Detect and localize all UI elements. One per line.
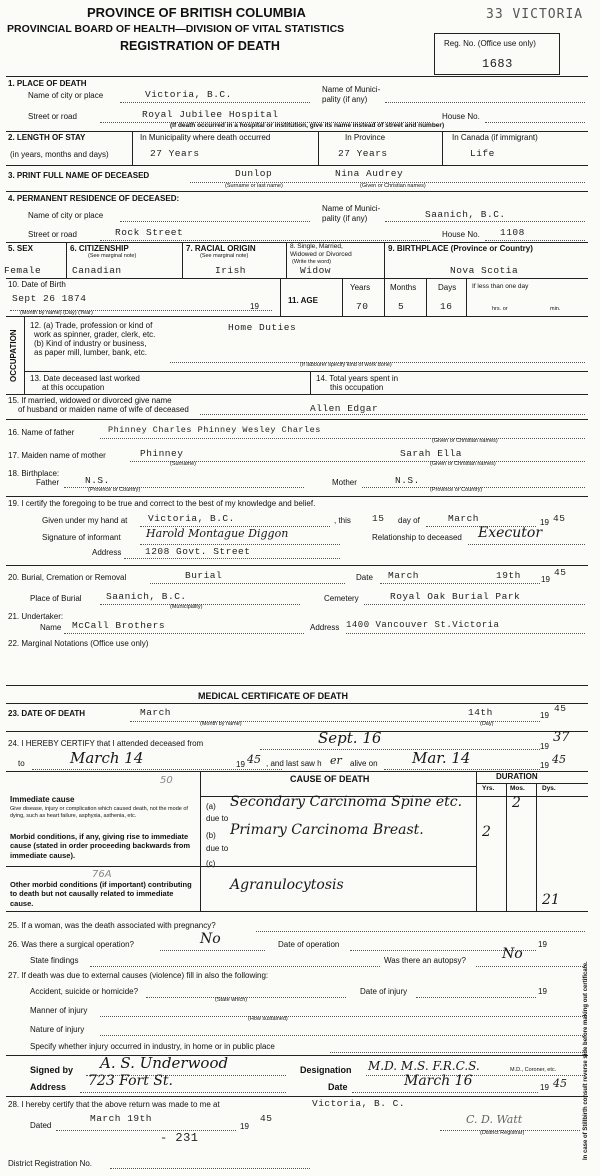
- form-title-board: PROVINCIAL BOARD OF HEALTH—DIVISION OF VITAL STATISTICS: [7, 23, 345, 35]
- mother-birthplace: N.S.: [395, 475, 420, 486]
- marital-status-value: Widow: [300, 265, 332, 276]
- stillbirth-side-note: In case of Stillbirth consult reverse side before making out certificate.: [583, 961, 589, 1160]
- autopsy-answer: No: [502, 946, 523, 962]
- cause-a-months: 2: [512, 795, 521, 811]
- surgical-operation: No: [200, 931, 221, 947]
- stay-canada: Life: [470, 148, 495, 159]
- mother-surname: Phinney: [140, 448, 184, 459]
- burial-year: 45: [554, 567, 567, 578]
- occupation-value: Home Duties: [228, 322, 297, 333]
- cause-of-death-heading: CAUSE OF DEATH: [290, 774, 370, 784]
- attended-from-year: 37: [553, 730, 570, 745]
- death-street-value: Royal Jubilee Hospital: [142, 109, 279, 120]
- corner-stamp: 33 VICTORIA: [486, 7, 584, 22]
- medical-certificate-title: MEDICAL CERTIFICATE OF DEATH: [198, 691, 348, 701]
- cause-b: Primary Carcinoma Breast.: [230, 822, 424, 838]
- death-year: 45: [554, 703, 567, 714]
- informant-signature: Harold Montague Diggon: [146, 527, 289, 540]
- deceased-given-names: Nina Audrey: [335, 168, 404, 179]
- registrar-dated: March 19th: [90, 1113, 153, 1124]
- racial-origin-value: Irish: [215, 265, 247, 276]
- attended-from: Sept. 16: [318, 729, 382, 747]
- age-years: 70: [356, 301, 369, 312]
- undertaker-name: McCall Brothers: [72, 620, 166, 631]
- informant-address: 1208 Govt. Street: [145, 546, 251, 557]
- section-residence: 4. PERMANENT RESIDENCE OF DECEASED:: [8, 194, 180, 203]
- registrar-year: 45: [260, 1113, 273, 1124]
- other-morbid-condition: Agranulocytosis: [230, 877, 344, 893]
- cause-a: Secondary Carcinoma Spine etc.: [230, 794, 463, 810]
- residence-street: Rock Street: [115, 227, 184, 238]
- deceased-surname: Dunlop: [235, 168, 273, 179]
- physician-designation: M.D. M.S. F.R.C.S.: [368, 1059, 480, 1073]
- informant-day: 15: [372, 513, 385, 524]
- section-length-of-stay: 2. LENGTH OF STAY: [8, 133, 86, 142]
- attended-to: March 14: [70, 749, 144, 767]
- pencil-note-50: 50: [160, 775, 173, 786]
- burial-place: Saanich, B.C.: [106, 591, 187, 602]
- informant-year: 45: [553, 513, 566, 524]
- burial-month: March: [388, 570, 420, 581]
- death-city-value: Victoria, B.C.: [145, 89, 232, 100]
- physician-signature: A. S. Underwood: [100, 1054, 229, 1072]
- other-duration-days: 21: [542, 892, 560, 908]
- death-house-label: House No.: [442, 112, 480, 121]
- alive-on-year: 45: [552, 753, 566, 766]
- mother-given: Sarah Ella: [400, 448, 463, 459]
- stay-province: 27 Years: [338, 148, 388, 159]
- attended-to-year: 45: [247, 753, 261, 766]
- informant-month: March: [448, 513, 480, 524]
- registrar-place: Victoria, B. C.: [312, 1098, 406, 1109]
- registrar-signature: C. D. Watt: [466, 1113, 523, 1126]
- dob-value: Sept 26 1874: [12, 293, 87, 304]
- form-title-registration: REGISTRATION OF DEATH: [120, 39, 280, 53]
- section-place-of-death: 1. PLACE OF DEATH: [8, 79, 87, 88]
- informant-relationship: Executor: [478, 525, 543, 541]
- section-deceased-name: 3. PRINT FULL NAME OF DECEASED: [8, 171, 150, 180]
- age-months: 5: [398, 301, 405, 312]
- reg-no-label: Reg. No. (Office use only): [444, 39, 536, 48]
- spouse-name: Allen Edgar: [310, 403, 379, 414]
- district-reg-no: - 231: [160, 1131, 199, 1145]
- citizenship-value: Canadian: [72, 265, 122, 276]
- occupation-side-label: OCCUPATION: [9, 329, 18, 382]
- physician-date-year: 45: [553, 1077, 567, 1090]
- physician-address: 723 Fort St.: [88, 1073, 173, 1089]
- death-month: March: [140, 707, 172, 718]
- form-title-province: PROVINCE OF BRITISH COLUMBIA: [87, 5, 306, 20]
- birthplace-value: Nova Scotia: [450, 265, 519, 276]
- death-city-label: Name of city or place: [28, 91, 104, 100]
- burial-type: Burial: [185, 570, 223, 581]
- residence-house-no: 1108: [500, 227, 525, 238]
- cause-b-years: 2: [482, 824, 491, 840]
- father-birthplace: N.S.: [85, 475, 110, 486]
- burial-day: 19th: [496, 570, 521, 581]
- stay-municipality: 27 Years: [150, 148, 200, 159]
- residence-municipality: Saanich, B.C.: [425, 209, 506, 220]
- father-name: Phinney Charles Phinney Wesley Charles: [108, 425, 321, 435]
- pencil-note-76a: 76A: [92, 869, 112, 880]
- sex-value: Female: [4, 265, 42, 276]
- undertaker-address: 1400 Vancouver St.Victoria: [346, 620, 500, 630]
- age-days: 16: [440, 301, 453, 312]
- informant-place: Victoria, B.C.: [148, 513, 235, 524]
- death-street-label: Street or road: [28, 112, 77, 121]
- cemetery-name: Royal Oak Burial Park: [390, 591, 521, 602]
- physician-date: March 16: [404, 1073, 473, 1089]
- institution-note: (If death occurred in a hospital or institution, give its name instead of street and number): [170, 122, 445, 129]
- death-registration-form: 33 VICTORIA PROVINCE OF BRITISH COLUMBIA PROVINCIAL BOARD OF HEALTH—DIVISION OF VITAL STATISTICS REGISTRATION OF DEATH Reg. No. (Office use only) 1683 1. PLACE OF DEATH Name of city or place Victoria, B.C. Name of Munici- pality (if any) Street or road Royal Jubilee Hospital House No. (If death occurred in a hospital or institution, give its name instead of street and number) 2. LENGTH OF STAY In Municipality where death occurred In Province In Canada (if immigrant) (in years, months and days) 27 Years 27 Years Life 3. PRINT FULL NAME OF DECEASED Dunlop Nina Audrey (Surname or last name) (Given or Christian names) 4. PERMANENT RESIDENCE OF DECEASED: Name of city or place Name of Munici- pality (if any) Saanich, B.C. Street or road Rock Street House No. 1108 5. SEX 6. CITIZENSHIP (See marginal note) 7. RACIAL ORIGIN (See marginal note) 8. Single, Married, Widowed or Divorced (Write the word) 9. BIRTHPLACE (Province or Country) Female Canadian Irish Widow Nova Scotia 10. Date of Birth Sept 26 1874 19 (Month by name) (Day) (Year) 11. AGE Years Months Days If less than one day 70 5 16 hrs. or min. OCCUPATION 12. (a) Trade, profession or kind of work as spinner, grader, clerk, etc. (b) Kind of industry or business, as paper mill, lumber, bank, etc. Home Duties (If labourer specify kind of work done) 13. Date deceased last worked at this occupation 14. Total years spent in this occupation 15. If married, widowed or divorced give name of husband or maiden name of wife of deceased Allen Edgar 16. Name of father Phinney Charles Phinney Wesley Charles (Given or Christian names) 17. Maiden name of mother Phinney Sarah Ella (Surname) (Given or Christian names) 18. Birthplace: Father N.S. Mother N.S. (Province or Country) (Province or Country) 19. I certify the foregoing to be true and correct to the best of my knowledge and belief. Given under my hand at Victoria, B.C. , this 15 day of March 19 45 Signature of informant Harold Montague Diggon Relationship to deceased Executor Address 1208 Govt. Street 20. Burial, Cremation or Removal Burial Date March 19th 19 45 Place of Burial Saanich, B.C. (Municipality) Cemetery Royal Oak Burial Park 21. Undertaker: Name McCall Brothers Address 1400 Vancouver St.Victoria 22. Marginal Notations (Office use only) MEDICAL CERTIFICATE OF DEATH 23. DATE OF DEATH March (Month by name) 14th (Day) 19 45 24. I HEREBY CERTIFY that I attended deceased from Sept. 16 19 37 to March 14 19 45 , and last saw h er alive on Mar. 14 19 45 50 CAUSE OF DEATH DURATION Yrs. Mos. Dys. Immediate cause Give disease, injury or complication which caused death, not the mode of dying, such as heart failure, asphyxia, asthenia, etc. (a) Secondary Carcinoma Spine etc. 2 due to (b) Morbid conditions, if any, giving rise to immediate cause (stated in order proceeding backwards from immediate cause). Primary Carcinoma Breast. 2 due to (c) 76A Other morbid conditions (if important) contributing to death but not causally related to immediate cause. Agranulocytosis 21 25. If a woman, was the death associated with pregnancy? 26. Was there a surgical operation? No Date of operation 19 State findings Was there an autopsy? No 27. If death was due to external causes (violence) fill in also the following: Accident, suicide or homicide? Date of injury 19 (State which) Manner of injury (How sustained) Nature of injury Specify whether injury occurred in industry, in home or in public place Signed by A. S. Underwood Designation M.D. M.S. F.R.C.S. M.D., Coroner, etc. Address 723 Fort St. Date March 16 19 45 28. I hereby certify that the above return was made to me at Victoria, B. C. Dated March 19th 19 45 C. D. Watt (District Registrar) - 231 District Registration No. In case of Stillbirth consult reverse side before making out certificate.: [0, 0, 600, 1176]
- alive-on-date: Mar. 14: [412, 749, 471, 767]
- reg-no-value: 1683: [482, 57, 513, 71]
- death-muni-label: Name of Munici-: [322, 85, 381, 94]
- death-day: 14th: [468, 707, 493, 718]
